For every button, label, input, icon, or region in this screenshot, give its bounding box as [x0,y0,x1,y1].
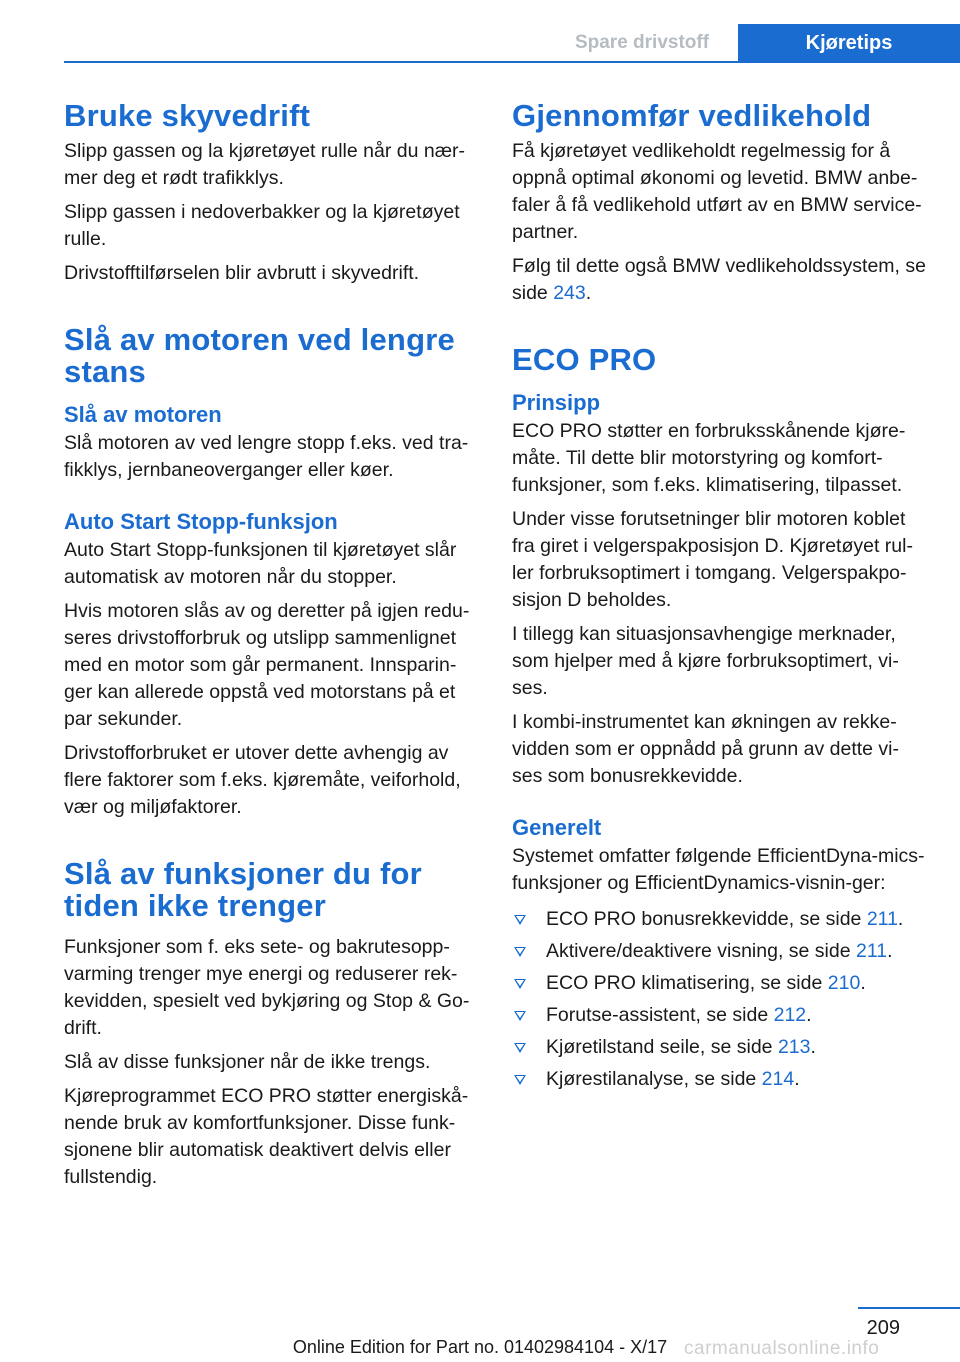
list-item: ECO PRO klimatisering, se side 210. [512,970,928,997]
page-link[interactable]: 211 [866,908,898,930]
page-link[interactable]: 211 [855,940,888,962]
paragraph: ECO PRO støtter en forbruksskånende kjøre-måte. Til dette blir motorstyring og komfort-funksjoner, som f.eks. klimatisering, tilpasset. [512,420,906,496]
header-divider [64,61,960,63]
triangle-bullet-icon [514,1043,526,1053]
paragraph: Slipp gassen og la kjøretøyet rulle når du nær-mer deg et rødt trafikklys. [64,140,466,189]
page-link[interactable]: 214 [761,1068,795,1090]
paragraph-text: Følg til dette også BMW vedlikeholdssystem, se side [512,255,926,304]
paragraph: Drivstofforbruket er utover dette avhengig av flere faktorer som f.eks. kjøremåte, veiforhold, vær og miljøfaktorer. [64,742,461,818]
list-item: Kjøretilstand seile, se side 213. [512,1034,928,1061]
right-column [512,100,928,1098]
section-title-eco-pro: ECO PRO [512,342,657,377]
subsection-title-general: Generelt [512,815,602,840]
paragraph: Systemet omfatter følgende EfficientDyna-mics-funksjoner og EfficientDynamics-visnin-ger: [512,845,925,894]
header-tab-chapter[interactable]: Kjøretips [738,24,960,62]
page-link[interactable]: 210 [827,972,861,994]
section-title-coasting: Bruke skyvedrift [64,98,311,133]
paragraph: Kjøreprogrammet ECO PRO støtter energiskå-nende bruk av komfortfunksjoner. Disse funk-sjonene blir automatisk deaktivert delvis eller fullstendig. [64,1085,469,1188]
paragraph: Få kjøretøyet vedlikeholdt regelmessig for å oppnå optimal økonomi og levetid. BMW anbe-faler å få vedlikehold utført av en BMW service-partner. [512,140,922,243]
punctuation: . [585,282,592,304]
page-number: 209 [866,1317,900,1339]
triangle-bullet-icon [514,915,526,925]
subsection-title-engine-off: Slå av motoren [64,402,222,427]
section-title-disable-functions: Slå av funksjoner du for tiden ikke trenger [64,856,422,923]
triangle-bullet-icon [514,1011,526,1021]
paragraph: Auto Start Stopp-funksjonen til kjøretøyet slår automatisk av motoren når du stopper. [64,539,457,588]
paragraph: I tillegg kan situasjonsavhengige merknader, som hjelper med å kjøre forbruksoptimert, vi-ses. [512,623,899,699]
footer-divider [858,1307,960,1309]
left-column [64,100,480,1198]
paragraph: Slipp gassen i nedoverbakker og la kjøretøyet rulle. [64,201,460,250]
subsection-title-auto-start-stop: Auto Start Stopp-funksjon [64,509,338,534]
paragraph: Slå av disse funksjoner når de ikke trengs. [64,1051,431,1073]
triangle-bullet-icon [514,1075,526,1085]
header-tab-section[interactable]: Spare drivstoff [574,32,710,53]
paragraph: Slå motoren av ved lengre stopp f.eks. ved tra-fikklys, jernbaneoverganger eller køer. [64,432,469,481]
paragraph: Funksjoner som f. eks sete- og bakrutesopp-varming trenger mye energi og reduserer rek-kevidden, spesielt ved bykjøring og Stop & Go-drift. [64,936,470,1039]
page-link-243[interactable]: 243 [553,282,586,304]
watermark: carmanualsonline.info [684,1338,880,1359]
section-title-maintenance: Gjennomfør vedlikehold [512,98,872,133]
page-link[interactable]: 212 [773,1004,807,1026]
page-link[interactable]: 213 [777,1036,811,1058]
paragraph: Under visse forutsetninger blir motoren koblet fra giret i velgerspakposisjon D. Kjøretøyet rul-ler forbruksoptimert i tomgang. Velgerspakpo-sisjon D beholdes. [512,508,913,611]
list-item: Forutse-assistent, se side 212. [512,1002,928,1029]
paragraph: I kombi-instrumentet kan økningen av rekke-vidden som er oppnådd på grunn av dette vi-ses som bonusrekkevidde. [512,711,900,787]
paragraph: Drivstofftilførselen blir avbrutt i skyvedrift. [64,262,420,284]
list-item: Aktivere/deaktivere visning, se side 211. [512,938,928,965]
paragraph: Hvis motoren slås av og deretter på igjen redu-seres drivstofforbruk og utslipp sammenlignet med en motor som går permanent. Innsparin-ger kan allerede oppstå ved motorstans på et par sekunder. [64,600,470,730]
list-item: ECO PRO bonusrekkevidde, se side 211. [512,906,928,933]
triangle-bullet-icon [514,947,526,957]
footer-edition-text: Online Edition for Part no. 01402984104 - X/17 [292,1337,668,1357]
section-title-engine-off: Slå av motoren ved lengre stans [64,322,455,389]
list-item: Kjørestilanalyse, se side 214. [512,1066,928,1093]
triangle-bullet-icon [514,979,526,989]
subsection-title-principle: Prinsipp [512,390,601,415]
efficientdynamics-list [512,906,928,1093]
paragraph-with-link [512,253,928,307]
